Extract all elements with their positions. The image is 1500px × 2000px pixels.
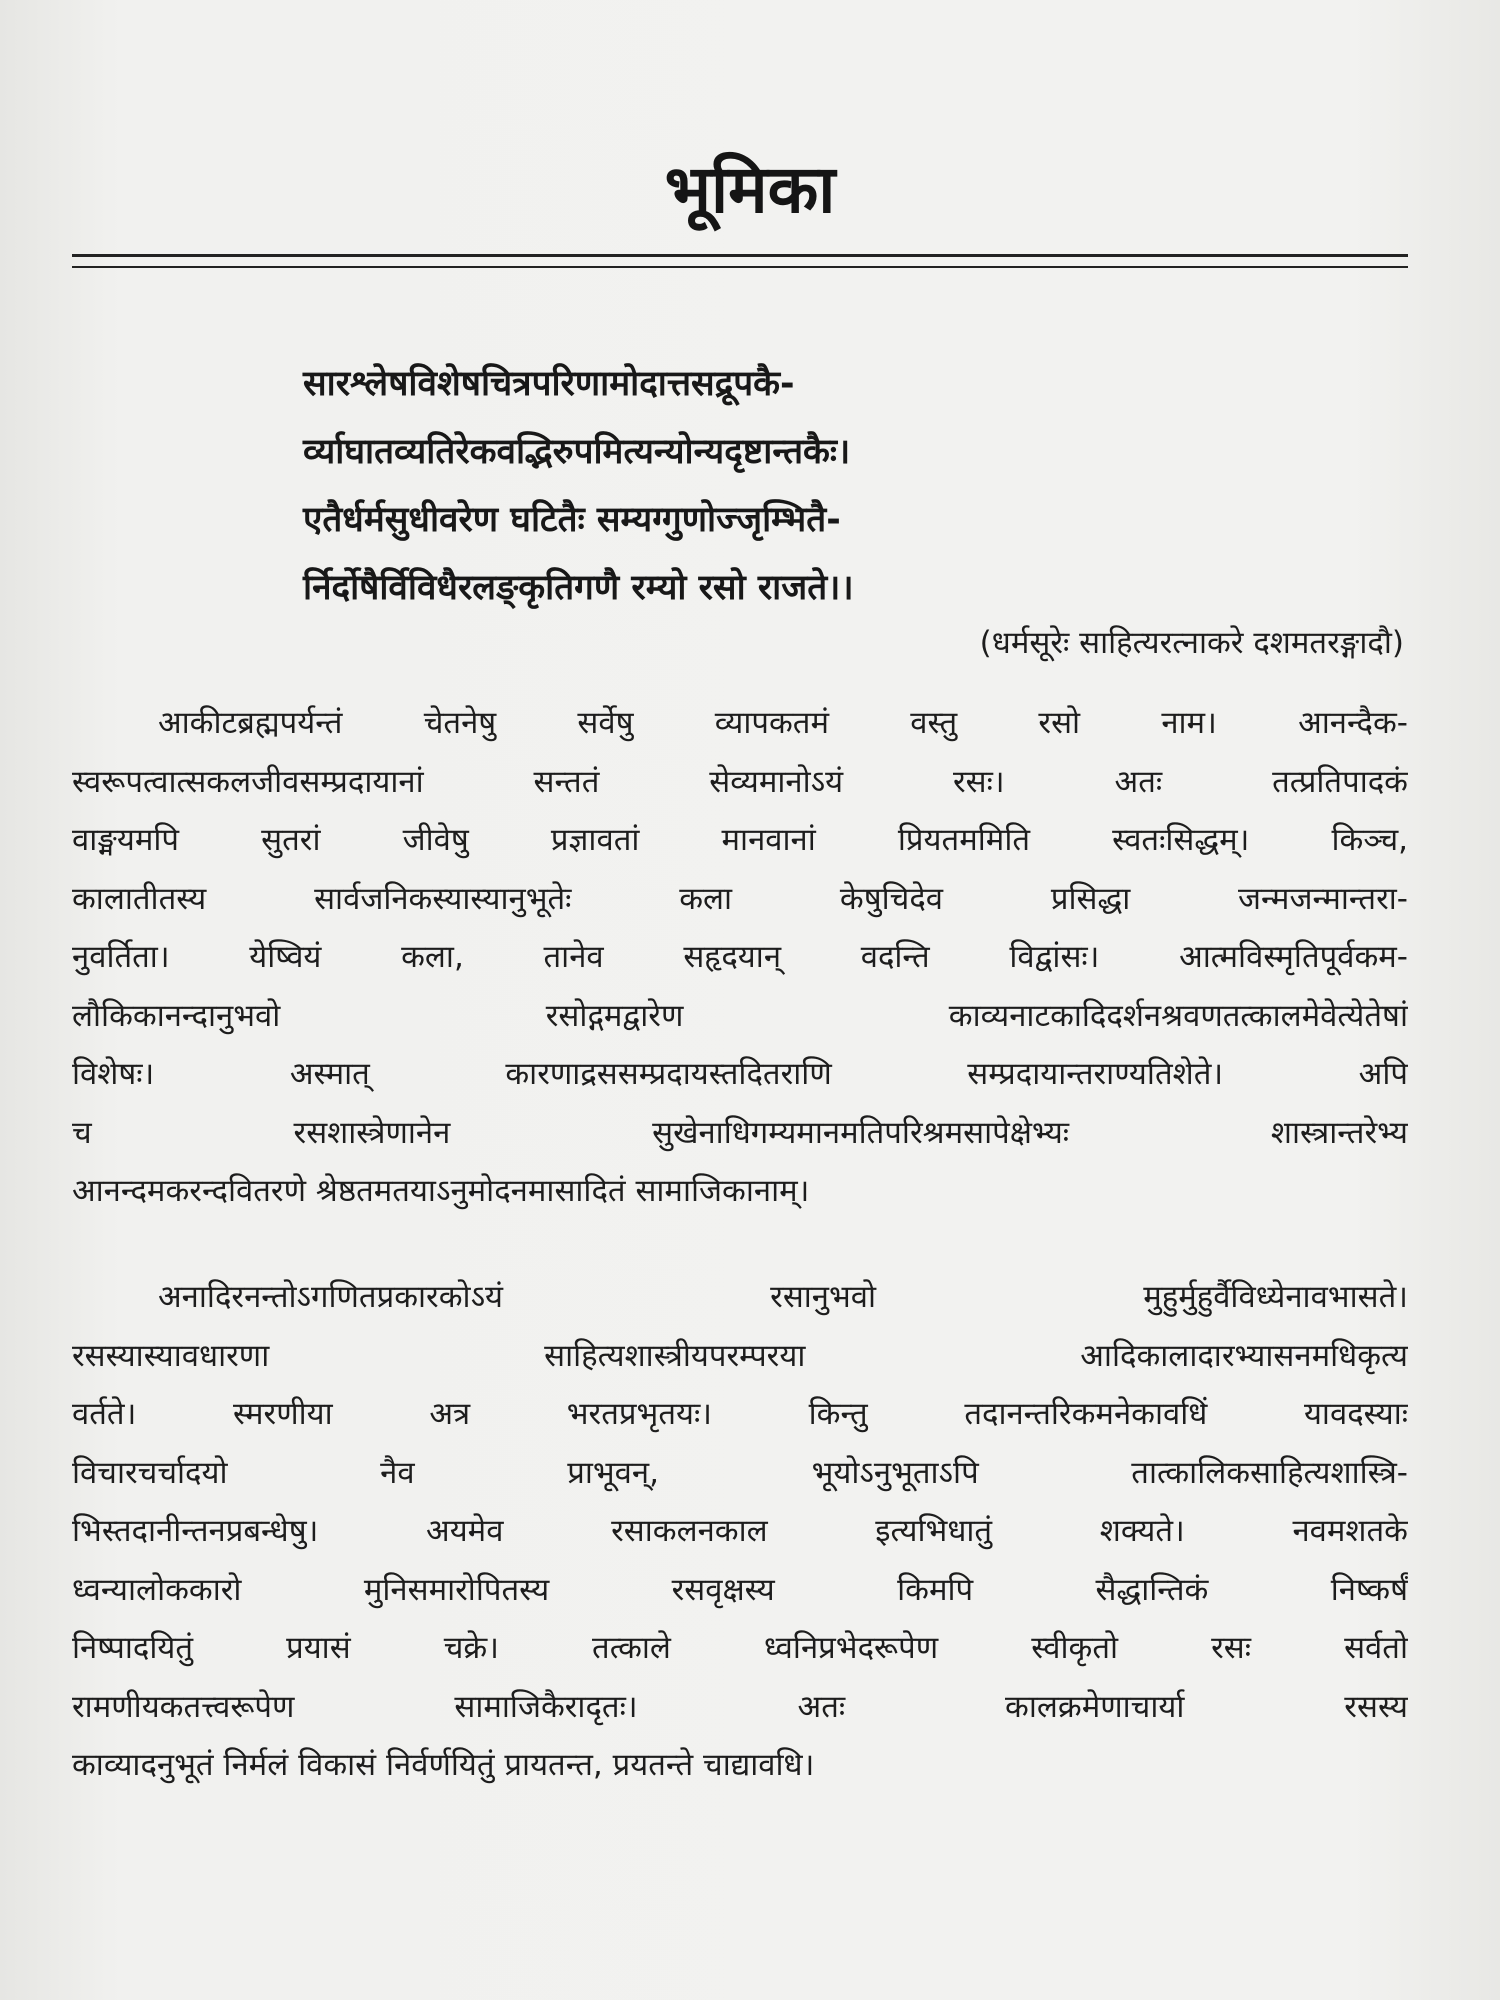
verse-source: (धर्मसूरेः साहित्यरत्नाकरे दशमतरङ्गादौ)	[979, 625, 1404, 661]
verse-block	[303, 350, 1423, 622]
title-rule-top	[72, 254, 1408, 257]
verse-line: र्निर्दोषैर्विविधैरलङ्कृतिगणै रम्यो रसो राजते।।	[303, 568, 854, 608]
paragraph-line: वर्तते। स्मरणीया अत्र भरतप्रभृतयः। किन्तु तदानन्तरिकमनेकावधिं यावदस्याः	[72, 1396, 1408, 1432]
verse-line: सारश्लेषविशेषचित्रपरिणामोदात्तसद्रूपकै-	[303, 364, 795, 404]
verse-line: र्व्याघातव्यतिरेकवद्भिरुपमित्यन्योन्यदृष्टान्तकैः।	[303, 432, 851, 472]
paragraph-line: आनन्दमकरन्दवितरणे श्रेष्ठतमतयाऽनुमोदनमासादितं सामाजिकानाम्।	[72, 1173, 810, 1209]
paragraph-line: काव्यादनुभूतं निर्मलं विकासं निर्वर्णयितुं प्रायतन्त, प्रयतन्ते चाद्यावधि।	[72, 1747, 815, 1783]
paragraph-line: रसस्यास्यावधारणा साहित्यशास्त्रीयपरम्परया आदिकालादारभ्यासनमधिकृत्य	[72, 1337, 1408, 1374]
paragraph-line: स्वरूपत्वात्सकलजीवसम्प्रदायानां सन्ततं सेव्यमानोऽयं रसः। अतः तत्प्रतिपादकं	[72, 763, 1408, 800]
paragraph-line: अनादिरनन्तोऽगणितप्रकारकोऽयं रसानुभवो मुहुर्मुहुर्वैविध्येनावभासते।	[158, 1279, 1408, 1315]
title-rule-bottom	[72, 266, 1408, 268]
paragraph-line: निष्पादयितुं प्रयासं चक्रे। तत्काले ध्वनिप्रभेदरूपेण स्वीकृतो रसः सर्वतो	[72, 1630, 1408, 1666]
paragraph-line: भिस्तदानीन्तनप्रबन्धेषु। अयमेव रसाकलनकाल इत्यभिधातुं शक्यते। नवमशतके	[72, 1513, 1408, 1549]
paragraph-line: लौकिकानन्दानुभवो रसोद्गमद्वारेण काव्यनाटकादिदर्शनश्रवणतत्कालमेवेत्येतेषां	[72, 997, 1408, 1034]
paragraph-1	[72, 694, 1408, 1221]
paragraph-line: रामणीयकतत्त्वरूपेण सामाजिकैरादृतः। अतः कालक्रमेणाचार्या रसस्य	[72, 1688, 1408, 1725]
paragraph-line: आकीटब्रह्मपर्यन्तं चेतनेषु सर्वेषु व्यापकतमं वस्तु रसो नाम। आनन्दैक-	[158, 705, 1408, 741]
paragraph-line: वाङ्मयमपि सुतरां जीवेषु प्रज्ञावतां मानवानां प्रियतममिति स्वतःसिद्धम्। किञ्च,	[72, 822, 1408, 858]
paragraph-line: नुवर्तिता। येष्वियं कला, तानेव सहृदयान् वदन्ति विद्वांसः। आत्मविस्मृतिपूर्वकम-	[72, 939, 1408, 975]
page-title: भूमिका	[664, 151, 836, 228]
paragraph-line: ध्वन्यालोककारो मुनिसमारोपितस्य रसवृक्षस्य किमपि सैद्धान्तिकं निष्कर्षं	[72, 1571, 1408, 1608]
verse-line: एतैर्धर्मसुधीवरेण घटितैः सम्यग्गुणोज्जृम्भितै-	[303, 500, 841, 540]
paragraph-line: विशेषः। अस्मात् कारणाद्रससम्प्रदायस्तदितराणि सम्प्रदायान्तराण्यतिशेते। अपि	[72, 1056, 1408, 1092]
paragraph-line: विचारचर्चादयो नैव प्राभूवन्, भूयोऽनुभूताऽपि तात्कालिकसाहित्यशास्त्रि-	[72, 1454, 1408, 1491]
paragraph-line: कालातीतस्य सार्वजनिकस्यास्यानुभूतेः कला केषुचिदेव प्रसिद्धा जन्मजन्मान्तरा-	[72, 880, 1408, 917]
paragraph-2	[72, 1268, 1408, 1795]
paragraph-line: च रसशास्त्रेणानेन सुखेनाधिगम्यमानमतिपरिश्रमसापेक्षेभ्यः शास्त्रान्तरेभ्य	[72, 1114, 1408, 1151]
